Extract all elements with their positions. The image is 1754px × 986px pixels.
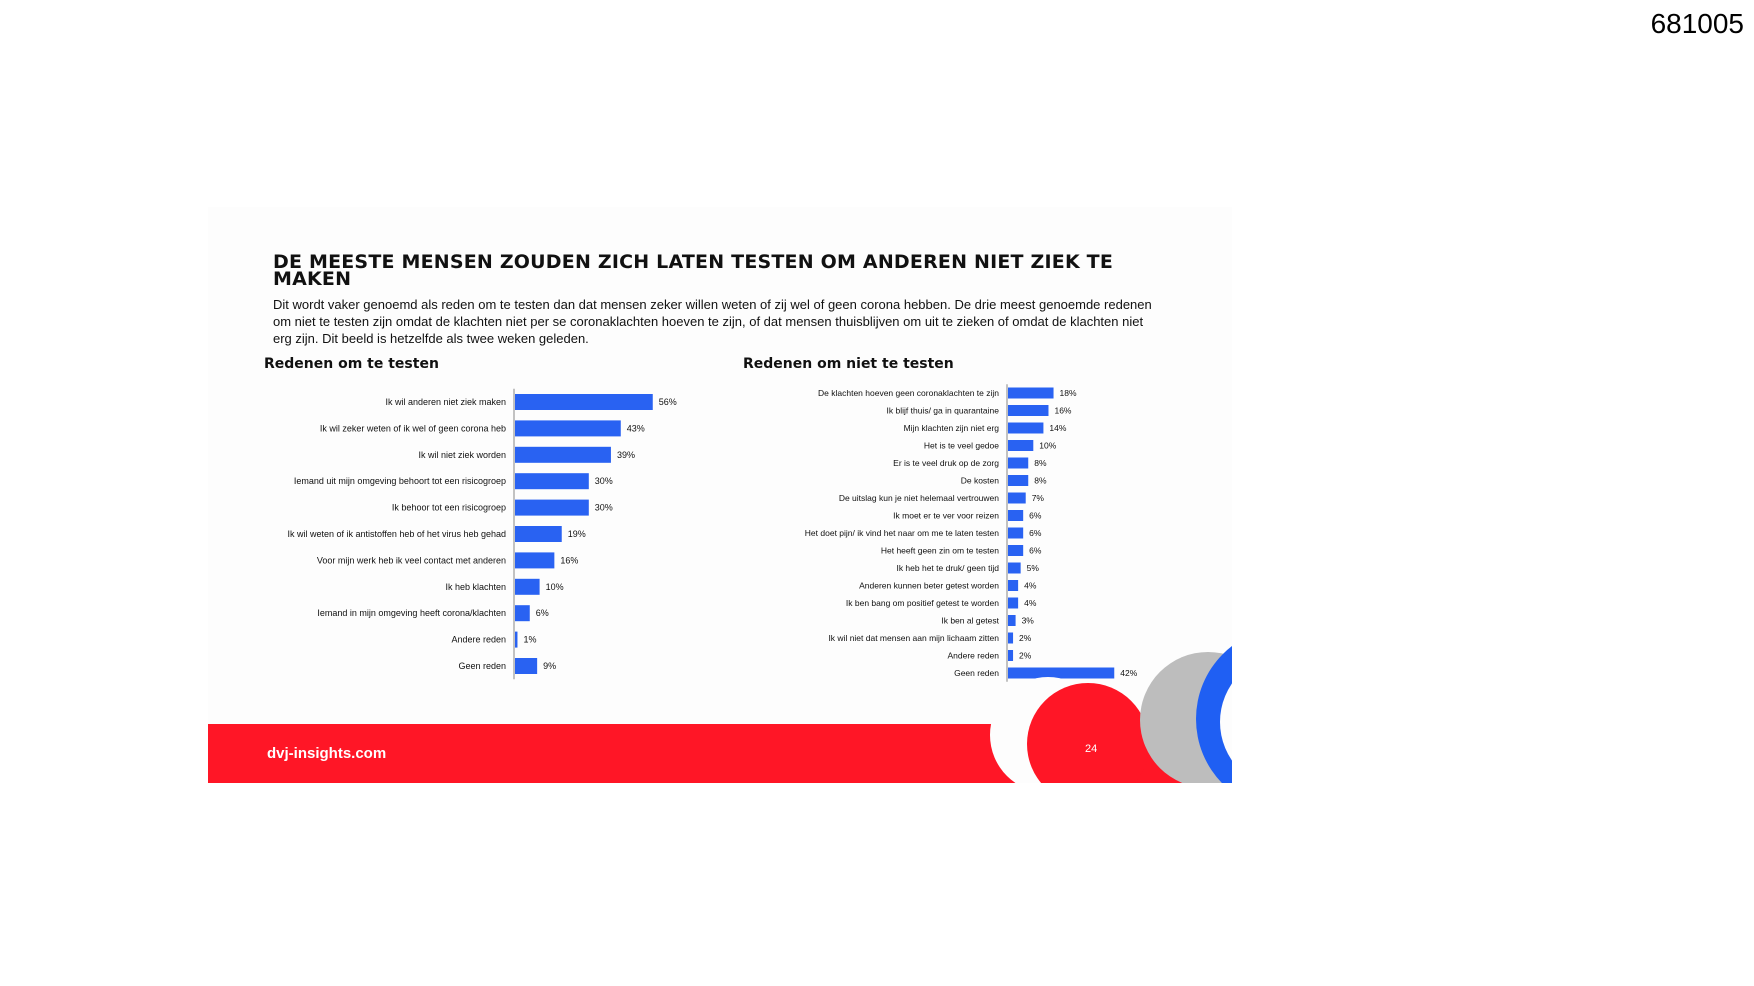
footer-brand: dvj-insights.com xyxy=(267,745,387,762)
category-label: Ik ben bang om positief getest te worden xyxy=(845,598,999,608)
category-label: Ik wil anderen niet ziek maken xyxy=(385,397,506,407)
category-label: Ik behoor tot een risicogroep xyxy=(391,502,506,513)
category-label: Voor mijn werk heb ik veel contact met anderen xyxy=(316,555,506,566)
category-label: Ik heb klachten xyxy=(445,581,506,592)
value-label: 1% xyxy=(523,634,537,645)
chart-title-niet-testen: Redenen om niet te testen xyxy=(743,356,954,372)
decorative-circles xyxy=(208,207,1232,783)
value-label: 6% xyxy=(535,608,549,619)
value-label: 6% xyxy=(1029,528,1042,538)
value-label: 8% xyxy=(1034,458,1047,468)
value-label: 16% xyxy=(1054,405,1072,416)
category-label: Ik wil weten of ik antistoffen heb of het virus heb gehad xyxy=(287,529,506,539)
category-label: Ik ben al getest xyxy=(941,615,999,626)
value-label: 18% xyxy=(1059,388,1077,398)
value-label: 16% xyxy=(560,555,579,566)
value-label: 2% xyxy=(1019,650,1032,661)
category-label: Het doet pijn/ ik vind het naar om me te laten testen xyxy=(804,528,999,538)
value-label: 30% xyxy=(594,502,613,513)
category-label: De kosten xyxy=(960,475,999,486)
category-label: Ik moet er te ver voor reizen xyxy=(893,510,999,521)
value-label: 3% xyxy=(1021,615,1034,626)
slide xyxy=(208,207,1232,783)
value-label: 4% xyxy=(1024,580,1037,591)
category-label: Geen reden xyxy=(458,661,506,671)
category-label: Iemand in mijn omgeving heeft corona/klachten xyxy=(317,608,506,619)
value-label: 42% xyxy=(1120,668,1138,678)
value-label: 2% xyxy=(1019,633,1032,643)
category-label: Anderen kunnen beter getest worden xyxy=(859,580,999,591)
slide-subtitle: Dit wordt vaker genoemd als reden om te testen dan dat mensen zeker willen weten of zij wel of geen corona hebben. De drie meest genoemde redenen om niet te testen zijn omdat de klachten niet per se coronaklachten hoeven te zijn, of dat mensen thuisblijven om uit te zieken of omdat de klachten niet erg zijn. Dit beeld is hetzelfde als twee weken geleden. xyxy=(273,297,1152,346)
category-label: Er is te veel druk op de zorg xyxy=(893,458,999,468)
value-label: 9% xyxy=(543,661,557,671)
value-label: 4% xyxy=(1024,598,1037,608)
value-label: 30% xyxy=(594,476,613,487)
category-label: Andere reden xyxy=(451,634,506,645)
slide-title: DE MEESTE MENSEN ZOUDEN ZICH LATEN TESTEN OM ANDEREN NIET ZIEK TE MAKEN xyxy=(273,251,1114,290)
value-label: 56% xyxy=(658,397,677,407)
category-label: De uitslag kun je niet helemaal vertrouwen xyxy=(838,493,999,503)
chart-title-testen: Redenen om te testen xyxy=(264,356,439,372)
value-label: 8% xyxy=(1034,475,1047,486)
category-label: Ik heb het te druk/ geen tijd xyxy=(896,563,999,573)
category-label: Ik wil zeker weten of ik wel of geen corona heb xyxy=(319,423,506,434)
category-label: Mijn klachten zijn niet erg xyxy=(903,423,999,433)
value-label: 6% xyxy=(1029,545,1042,556)
category-label: De klachten hoeven geen coronaklachten te zijn xyxy=(818,388,999,398)
category-label: Ik wil niet ziek worden xyxy=(418,449,506,460)
value-label: 10% xyxy=(545,581,564,592)
value-label: 7% xyxy=(1031,493,1045,503)
category-label: Ik blijf thuis/ ga in quarantaine xyxy=(886,405,999,416)
document-id: 681005 xyxy=(1650,8,1744,39)
category-label: Het heeft geen zin om te testen xyxy=(880,545,999,556)
value-label: 19% xyxy=(567,529,586,539)
value-label: 6% xyxy=(1029,510,1042,521)
value-label: 43% xyxy=(626,423,645,434)
category-label: Andere reden xyxy=(947,650,999,661)
category-label: Ik wil niet dat mensen aan mijn lichaam zitten xyxy=(828,633,999,643)
page-number: 24 xyxy=(1085,743,1098,755)
category-label: Geen reden xyxy=(954,668,999,678)
category-label: Het is te veel gedoe xyxy=(923,440,999,451)
value-label: 39% xyxy=(616,449,635,460)
category-label: Iemand uit mijn omgeving behoort tot een risicogroep xyxy=(293,476,506,487)
value-label: 14% xyxy=(1049,423,1067,433)
value-label: 5% xyxy=(1026,563,1039,573)
value-label: 10% xyxy=(1039,440,1057,451)
